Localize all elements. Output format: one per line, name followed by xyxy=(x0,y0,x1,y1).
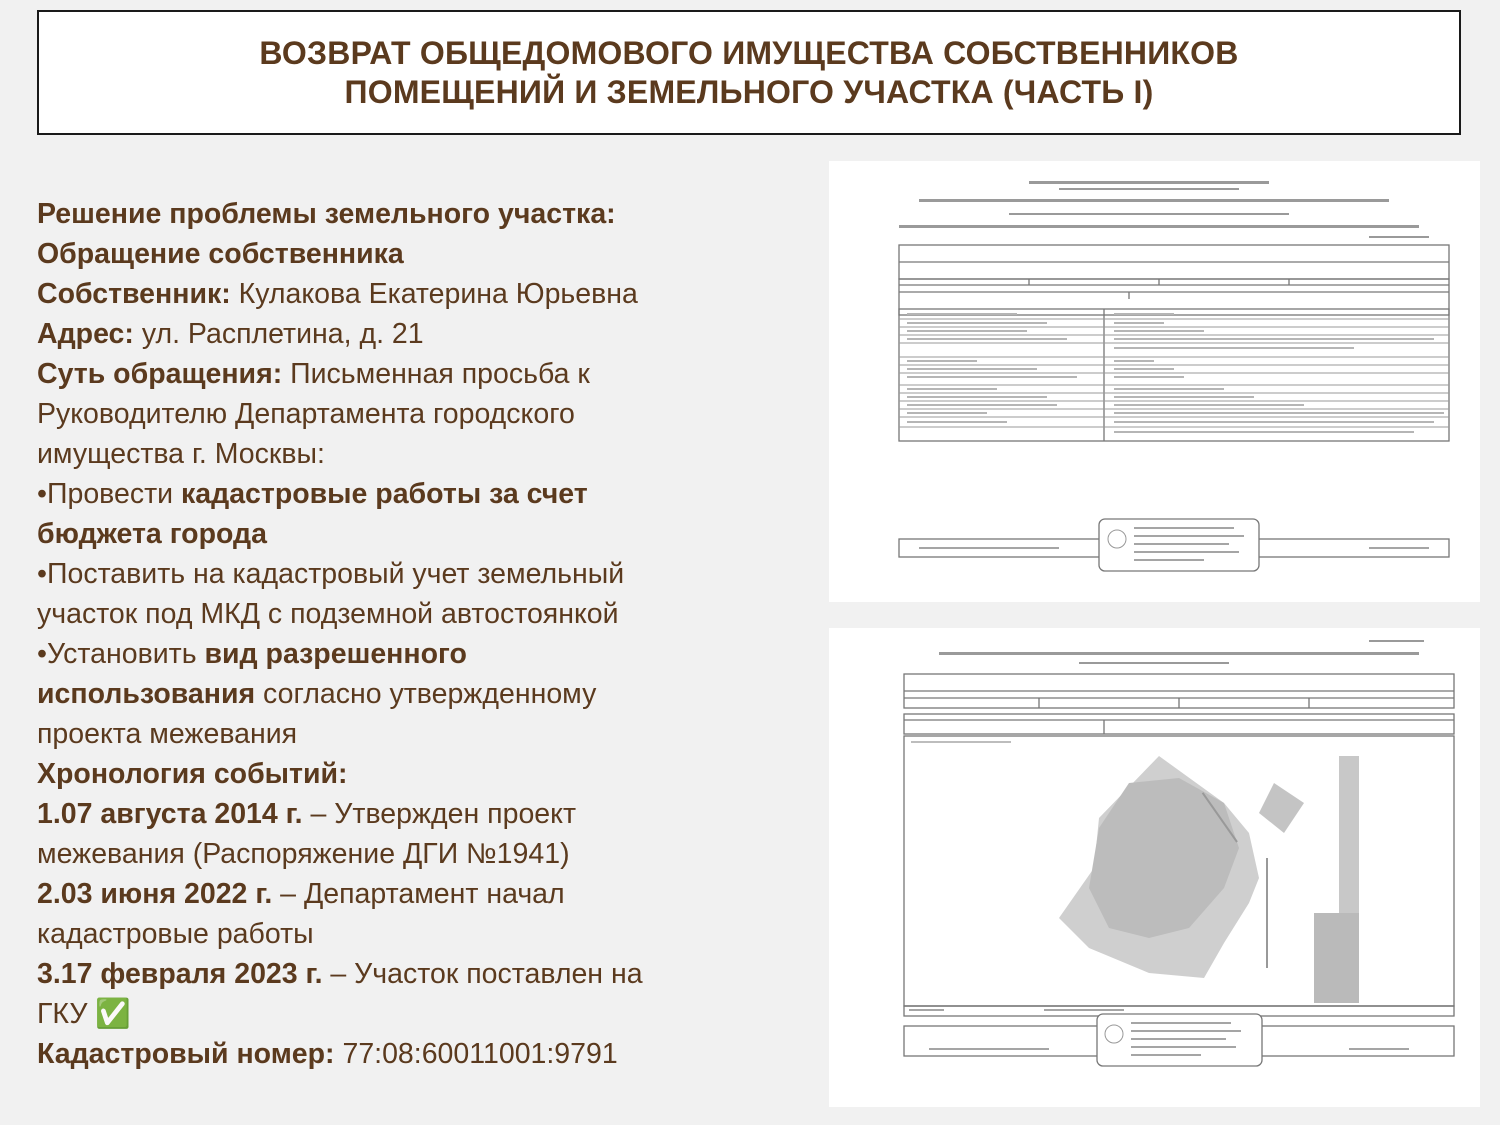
bullet-permitted-use-3: проекта межевания xyxy=(37,718,298,750)
scanned-table-image xyxy=(829,161,1480,602)
event-2-cont: кадастровые работы xyxy=(37,918,314,950)
essence-label: Суть обращения: xyxy=(37,358,283,390)
scanned-plan-image xyxy=(829,628,1480,1107)
heading-appeal: Обращение собственника xyxy=(37,238,404,270)
page-title-line1: ВОЗВРАТ ОБЩЕДОМОВОГО ИМУЩЕСТВА СОБСТВЕННИКОВ xyxy=(259,34,1239,71)
chronology-heading: Хронология событий: xyxy=(37,758,348,790)
essence-row-2: Руководителю Департамента городского xyxy=(37,398,575,430)
event-2: 2.03 июня 2022 г. – Департамент начал xyxy=(37,878,565,910)
essence-row-3: имущества г. Москвы: xyxy=(37,438,325,470)
bullet-cadastral-works-2: бюджета города xyxy=(37,518,267,550)
bullet-registration: •Поставить на кадастровый учет земельный xyxy=(37,558,625,590)
heading-solution: Решение проблемы земельного участка: xyxy=(37,198,616,230)
bullet-cadastral-works: •Провести кадастровые работы за счет xyxy=(37,478,588,510)
address-value: ул. Расплетина, д. 21 xyxy=(133,318,424,350)
event-1: 1.07 августа 2014 г. – Утвержден проект xyxy=(37,798,577,830)
cadastral-number-value: 77:08:60011001:9791 xyxy=(334,1038,618,1070)
event-3: 3.17 февраля 2023 г. – Участок поставлен на xyxy=(37,958,643,990)
event-1-cont: межевания (Распоряжение ДГИ №1941) xyxy=(37,838,570,870)
page-title xyxy=(259,34,1238,112)
page-title-line2: ПОМЕЩЕНИЙ И ЗЕМЕЛЬНОГО УЧАСТКА (ЧАСТЬ I) xyxy=(344,73,1154,110)
cadastral-number-label: Кадастровый номер: xyxy=(37,1038,335,1070)
owner-row xyxy=(37,274,797,314)
bullet-permitted-use: •Установить вид разрешенного xyxy=(37,638,467,670)
event-3-cont: ГКУ ✅ xyxy=(37,998,131,1030)
owner-value: Кулакова Екатерина Юрьевна xyxy=(230,278,638,310)
cadastral-number-row xyxy=(37,1034,797,1074)
title-box xyxy=(37,10,1461,135)
address-label: Адрес: xyxy=(37,318,134,350)
bullet-registration-2: участок под МКД с подземной автостоянкой xyxy=(37,598,619,630)
essence-row: Суть обращения: Письменная просьба к xyxy=(37,358,590,390)
scanned-extract-sheet-2 xyxy=(829,628,1480,1107)
owner-label: Собственник: xyxy=(37,278,231,310)
bullet-permitted-use-2: использования согласно утвержденному xyxy=(37,678,597,710)
scanned-extract-sheet-1 xyxy=(829,161,1480,602)
main-text xyxy=(37,194,797,1074)
address-row xyxy=(37,314,797,354)
